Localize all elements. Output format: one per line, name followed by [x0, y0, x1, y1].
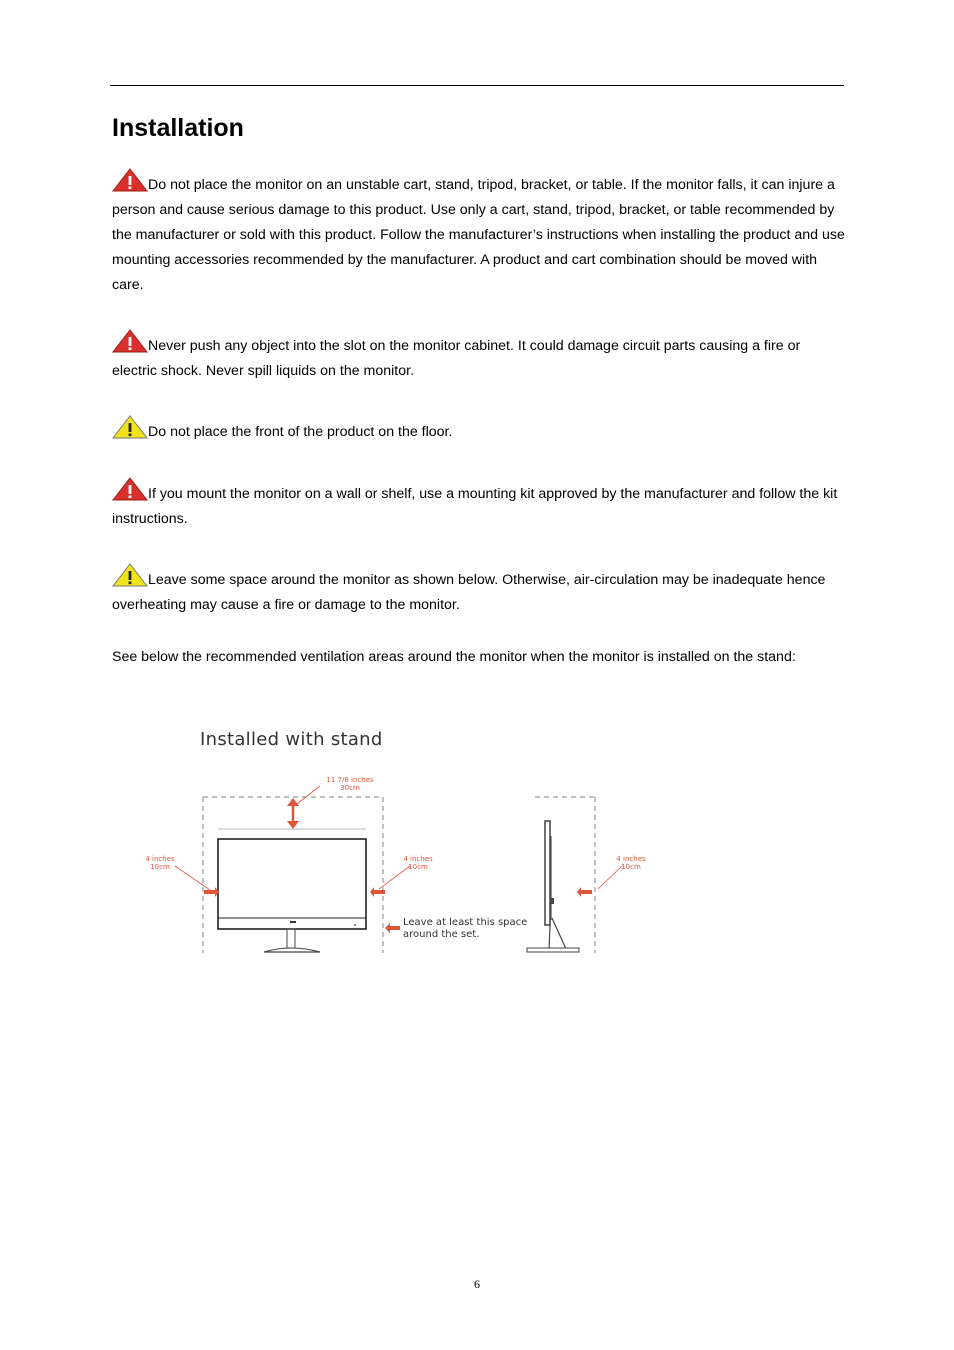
header-rule [110, 85, 844, 86]
warning-paragraph [112, 168, 846, 298]
warning-paragraph [112, 329, 846, 384]
top-clearance-label: 11 7/8 inches 30cm [326, 776, 374, 792]
caution-text: Leave some space around the monitor as shown below. Otherwise, air-circulation may be inadequate hence overheating may cause a fire or damage to the monitor. [112, 572, 826, 613]
red-warning-icon [112, 329, 148, 353]
caution-text: Do not place the front of the product on the floor. [148, 424, 453, 440]
diagram-drawing [130, 720, 670, 980]
caution-paragraph [112, 563, 846, 618]
ventilation-note: See below the recommended ventilation areas around the monitor when the monitor is installed on the stand: [112, 649, 796, 665]
yellow-caution-icon [112, 415, 148, 439]
ventilation-diagram [130, 720, 670, 980]
rear-clearance-label: 4 inches 10cm [616, 855, 646, 871]
warning-text: Do not place the monitor on an unstable cart, stand, tripod, bracket, or table. If the monitor falls, it can injure a person and cause serious damage to this product. Use only a cart, stand, tripod, bracket, or table recommended by the manufacturer or sold with this product. Follow the manufacturer’s instructions when installing the product and use mounting accessories recommended by the manufacturer. A product and cart combination should be moved with care. [112, 177, 845, 293]
left-clearance-label: 4 inches 10cm [145, 855, 175, 871]
caution-paragraph [112, 415, 846, 445]
page-number: 6 [474, 1277, 480, 1291]
diagram-title: Installed with stand [200, 729, 383, 750]
warning-text: If you mount the monitor on a wall or shelf, use a mounting kit approved by the manufacturer and follow the kit instructions. [112, 486, 838, 527]
red-warning-icon [112, 477, 148, 501]
page-title: Installation [112, 114, 244, 142]
yellow-caution-icon [112, 563, 148, 587]
warning-text: Never push any object into the slot on the monitor cabinet. It could damage circuit parts causing a fire or electric shock. Never spill liquids on the monitor. [112, 338, 801, 379]
warning-paragraph [112, 477, 846, 532]
clearance-note: Leave at least this space around the set. [403, 917, 528, 940]
right-clearance-label: 4 inches 10cm [403, 855, 433, 871]
red-warning-icon [112, 168, 148, 192]
